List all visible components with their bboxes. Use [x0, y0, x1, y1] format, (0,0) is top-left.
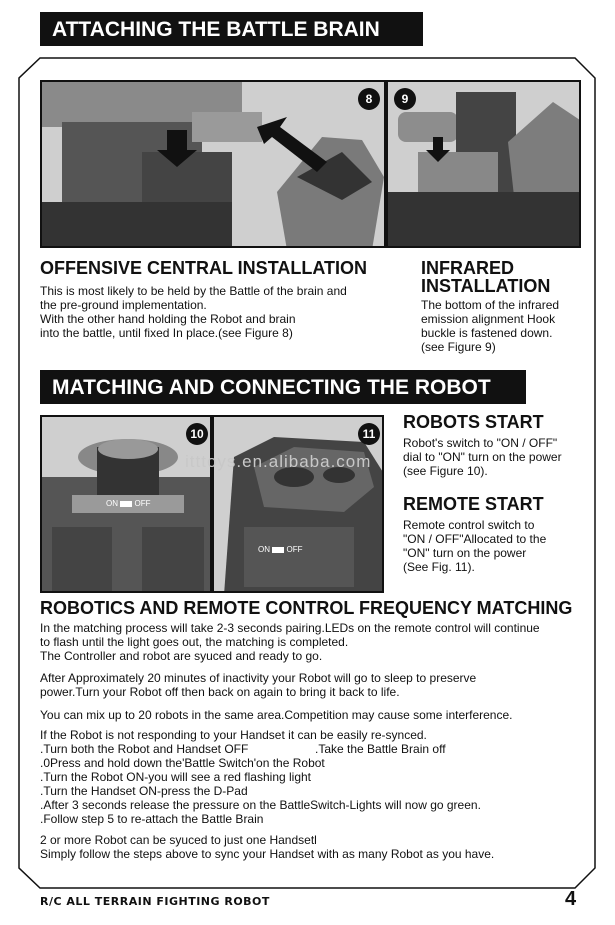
frequency-title: ROBOTICS AND REMOTE CONTROL FREQUENCY MATCHING	[40, 598, 573, 618]
text-line: The Controller and robot are syuced and ready to go.	[40, 649, 323, 663]
step-text: .Take the Battle Brain off	[315, 742, 446, 756]
text-line: Robot's switch to "ON / OFF"	[403, 436, 558, 450]
text-line: If the Robot is not responding to your Handset it can be easily re-synced.	[40, 728, 427, 742]
figure-8-illustration	[42, 82, 386, 248]
text-line	[40, 742, 481, 756]
section-header-matching: MATCHING AND CONNECTING THE ROBOT	[40, 370, 526, 404]
text-line: dial to "ON" turn on the power	[403, 450, 562, 464]
infrared-title	[421, 259, 550, 295]
switch-on-label: ON	[258, 545, 270, 554]
title-line: INSTALLATION	[421, 276, 551, 296]
text-line: After Approximately 20 minutes of inactivity your Robot will go to sleep to preserve	[40, 671, 477, 685]
switch-label	[106, 499, 150, 508]
figure-number-badge: 9	[394, 88, 416, 110]
switch-slider	[272, 547, 284, 553]
title-line: INFRARED	[421, 258, 514, 278]
frequency-block-1	[40, 621, 540, 663]
robots-start-title: ROBOTS START	[403, 412, 544, 432]
text-line: .After 3 seconds release the pressure on the BattleSwitch-Lights will now go green.	[40, 798, 481, 812]
text-line: This is most likely to be held by the Battle of the brain and	[40, 284, 347, 298]
text-line: emission alignment Hook	[421, 312, 556, 326]
text-line: With the other hand holding the Robot and brain	[40, 312, 296, 326]
watermark: itttoys.en.alibaba.com	[185, 452, 372, 471]
figure-11-image	[212, 415, 384, 593]
step-text: .Turn both the Robot and Handset OFF	[40, 742, 249, 756]
text-line: buckle is fastened down.	[421, 326, 553, 340]
frequency-block-2	[40, 671, 476, 699]
text-line: In the matching process will take 2-3 seconds pairing.LEDs on the remote control will continue	[40, 621, 540, 635]
frequency-block-5	[40, 833, 494, 861]
text-line: power.Turn your Robot off then back on again to bring it back to life.	[40, 685, 400, 699]
switch-off-label: OFF	[286, 545, 303, 554]
text-line: into the battle, until fixed In place.(see Figure 8)	[40, 326, 293, 340]
switch-on-label: ON	[106, 499, 118, 508]
figure-8-image	[40, 80, 386, 248]
text-line: "ON" turn on the power	[403, 546, 527, 560]
section-header-attaching: ATTACHING THE BATTLE BRAIN	[40, 12, 423, 46]
text-line: Simply follow the steps above to sync your Handset with as many Robot as you have.	[40, 847, 495, 861]
figure-number-badge: 11	[358, 423, 380, 445]
frequency-block-3	[40, 708, 512, 722]
footer-title: R/C ALL TERRAIN FIGHTING ROBOT	[40, 895, 270, 908]
text-line: "ON / OFF"Allocated to the	[403, 532, 547, 546]
text-line: to flash until the light goes out, the matching is completed.	[40, 635, 349, 649]
figure-number-badge: 8	[358, 88, 380, 110]
text-line: .Follow step 5 to re-attach the Battle Brain	[40, 812, 264, 826]
page-number: 4	[565, 888, 577, 910]
figure-9-illustration	[388, 82, 581, 248]
figure-11-illustration	[214, 417, 384, 593]
offensive-title: OFFENSIVE CENTRAL INSTALLATION	[40, 258, 367, 278]
switch-slider	[120, 501, 132, 507]
text-line: (See Fig. 11).	[403, 560, 475, 574]
figure-number-badge: 10	[186, 423, 208, 445]
text-line: You can mix up to 20 robots in the same area.Competition may cause some interference.	[40, 708, 513, 722]
text-line: .0Press and hold down the'Battle Switch'on the Robot	[40, 756, 325, 770]
figure-9-image	[386, 80, 581, 248]
robots-start-text	[403, 436, 562, 478]
frequency-block-4	[40, 728, 481, 826]
figure-10-image	[40, 415, 212, 593]
text-line: .Turn the Robot ON-you will see a red flashing light	[40, 770, 312, 784]
infrared-text	[421, 298, 559, 354]
text-line: The bottom of the infrared	[421, 298, 560, 312]
switch-label	[258, 545, 302, 554]
text-line: (see Figure 9)	[421, 340, 496, 354]
text-line: Remote control switch to	[403, 518, 535, 532]
text-line: .Turn the Handset ON-press the D-Pad	[40, 784, 248, 798]
remote-start-title: REMOTE START	[403, 494, 544, 514]
text-line: the pre-ground implementation.	[40, 298, 207, 312]
text-line: 2 or more Robot can be syuced to just one Handsetl	[40, 833, 317, 847]
switch-off-label: OFF	[134, 499, 151, 508]
remote-start-text	[403, 518, 546, 574]
offensive-text	[40, 284, 347, 340]
text-line: (see Figure 10).	[403, 464, 488, 478]
